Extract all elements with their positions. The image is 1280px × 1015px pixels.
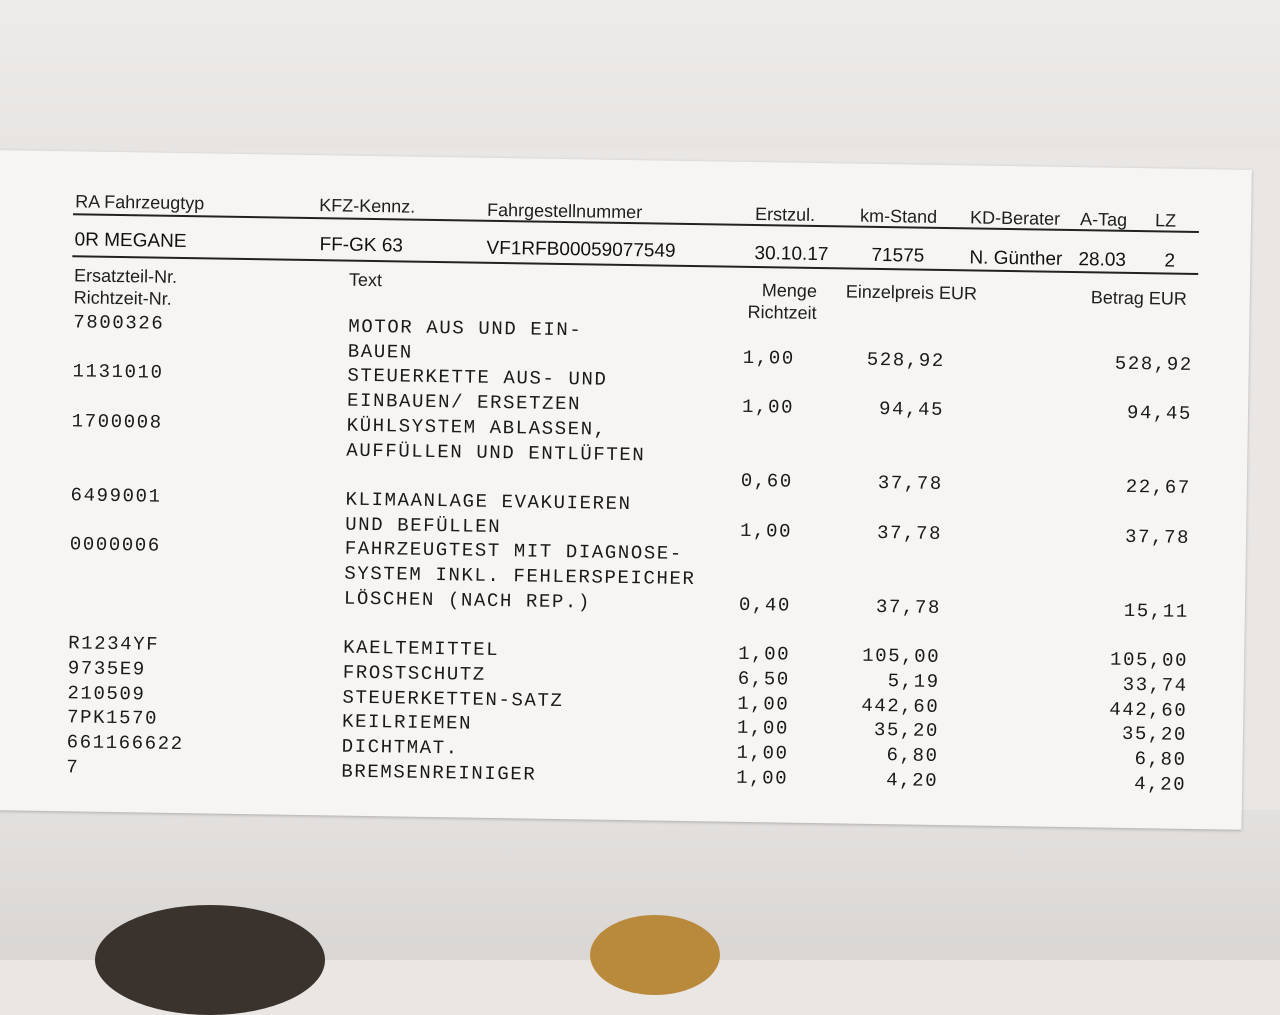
item-part-number: R1234YF [68,632,160,656]
col-richtzeit-nr: Richtzeit-Nr. [73,287,172,309]
item-text-line: EINBAUEN/ ERSETZEN [346,389,582,416]
item-text-line: DICHTMAT. [341,735,459,760]
item-part-number: 7800326 [73,311,165,335]
item-part-number: 7PK1570 [66,706,159,730]
item-betrag: 442,60 [1109,698,1188,722]
item-text-line: KLIMAANLAGE EVAKUIEREN [345,488,632,516]
item-text-line: KAELTEMITTEL [343,636,500,662]
item-einzelpreis: 37,78 [875,595,942,619]
item-part-number: 9735E9 [67,657,147,681]
item-einzelpreis: 37,78 [877,472,944,496]
item-text-line: BAUEN [347,340,414,364]
item-betrag: 6,80 [1134,747,1187,771]
header-kd-berater: KD-Berater [969,207,1061,229]
item-part-number: 7 [66,755,80,779]
item-text-line: STEUERKETTE AUS- UND [347,365,608,392]
header-km-stand: km-Stand [859,205,938,227]
item-text-line: BREMSENREINIGER [341,760,537,786]
item-menge: 1,00 [742,346,795,370]
item-betrag: 22,67 [1125,476,1192,500]
item-betrag: 15,11 [1123,599,1190,623]
vehicle-ra-typ: 0R MEGANE [74,229,187,253]
item-part-number: 1131010 [72,360,164,385]
amber-object [590,915,720,995]
item-betrag: 4,20 [1133,772,1187,796]
item-text-line: AUFFÜLLEN UND ENTLÜFTEN [346,439,646,466]
vehicle-erstzulassung: 30.10.17 [754,243,829,266]
item-part-number: 0000006 [69,533,161,558]
item-part-number: 1700008 [71,410,163,434]
vehicle-lz: 2 [1164,250,1176,272]
invoice-sheet [0,150,1252,830]
col-menge: Menge [761,280,818,302]
item-betrag: 105,00 [1109,648,1189,672]
item-text-line: KEILRIEMEN [341,710,473,735]
item-einzelpreis: 105,00 [861,644,941,669]
col-betrag: Betrag EUR [1090,287,1188,309]
item-text-line: UND BEFÜLLEN [344,513,502,538]
item-part-number: 6499001 [70,484,162,508]
item-text-line: STEUERKETTEN-SATZ [342,686,564,712]
vehicle-a-tag: 28.03 [1078,249,1127,271]
item-betrag: 33,74 [1122,673,1188,697]
item-menge: 1,00 [736,716,790,740]
item-text-line: SYSTEM INKL. FEHLERSPEICHER [344,562,696,591]
item-einzelpreis: 5,19 [887,669,940,693]
col-einzelpreis: Einzelpreis EUR [845,281,978,304]
item-text-line: FAHRZEUGTEST MIT DIAGNOSE- [344,537,683,566]
vehicle-kennzeichen: FF-GK 63 [319,234,404,257]
item-text-line: KÜHLSYSTEM ABLASSEN, [346,414,607,441]
item-part-number: 661166622 [66,731,184,756]
item-menge: 1,00 [737,692,790,716]
header-kfz-kennz: KFZ-Kennz. [319,195,416,217]
background-surface-top [0,0,1280,150]
item-menge: 6,50 [737,667,790,691]
item-einzelpreis: 94,45 [878,398,945,422]
vehicle-fahrgestellnummer: VF1RFB00059077549 [486,237,676,262]
item-menge: 0,40 [738,593,792,617]
item-betrag: 37,78 [1124,525,1191,549]
header-fahrgestellnummer: Fahrgestellnummer [486,199,643,223]
col-ersatzteil-nr: Ersatzteil-Nr. [73,265,178,287]
item-text-line: FROSTSCHUTZ [342,661,487,686]
item-text-line: LÖSCHEN (NACH REP.) [343,587,592,614]
item-text-line: MOTOR AUS UND EIN- [348,315,583,342]
vehicle-kd-berater: N. Günther [969,247,1063,270]
item-betrag: 528,92 [1114,352,1193,376]
header-ra-fahrzeugtyp: RA Fahrzeugtyp [75,191,205,214]
item-einzelpreis: 4,20 [886,768,939,792]
item-menge: 1,00 [736,741,789,765]
item-einzelpreis: 6,80 [886,744,939,767]
item-einzelpreis: 442,60 [861,694,940,718]
item-menge: 1,00 [741,395,795,419]
item-menge: 1,00 [736,766,789,790]
dark-object [95,905,325,1015]
header-erstzul: Erstzul. [754,204,816,225]
item-einzelpreis: 37,78 [876,521,943,545]
vehicle-km-stand: 71575 [871,244,925,267]
item-betrag: 35,20 [1121,723,1188,747]
item-betrag: 94,45 [1126,401,1193,426]
col-richtzeit: Richtzeit [747,301,817,324]
item-menge: 0,60 [740,470,794,493]
item-part-number: 210509 [67,681,146,706]
item-einzelpreis: 528,92 [866,348,945,372]
header-lz: LZ [1154,210,1177,231]
col-text: Text [348,269,383,291]
item-menge: 1,00 [737,642,791,666]
item-menge: 1,00 [739,519,793,543]
item-einzelpreis: 35,20 [873,719,940,743]
header-a-tag: A-Tag [1079,209,1128,230]
